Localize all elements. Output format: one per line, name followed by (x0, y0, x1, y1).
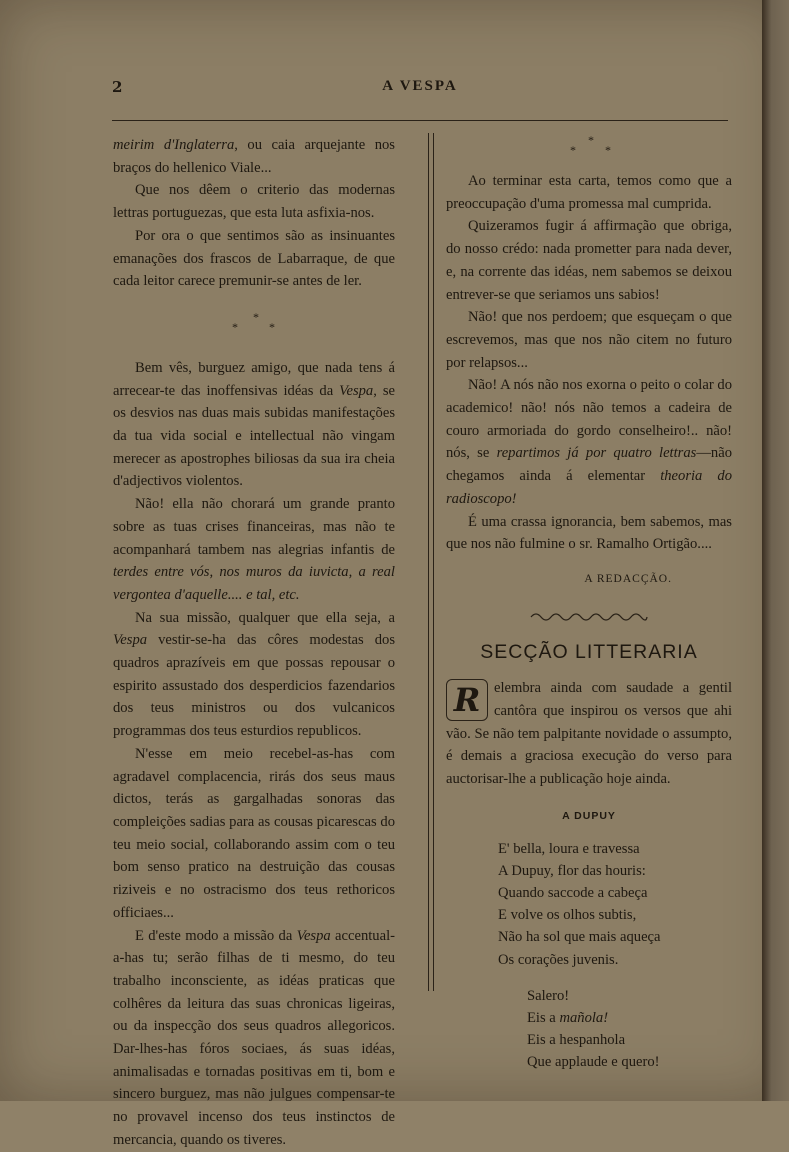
wavy-line-icon (529, 610, 649, 624)
column-divider (428, 133, 434, 991)
section-title: SECÇÃO LITTERARIA (480, 640, 698, 663)
italic-text: repartimos já por quatro lettras (496, 445, 697, 462)
text: Bem vês, burguez amigo, que nada tens á arrecear-te das inoffensivas idéas da (113, 359, 395, 399)
paragraph: Que nos dêem o criterio das modernas lettras portuguezas, que esta luta asfixia-nos. (113, 182, 395, 222)
paragraph (113, 357, 395, 493)
paragraph (113, 607, 395, 743)
paragraph (113, 493, 395, 607)
paragraph: Por ora o que sentimos são as insinuantes emanações dos frascos de Labarraque, de que cada leitor carece premunir-se antes de ler. (113, 227, 395, 290)
wavy-divider-ornament (446, 609, 732, 631)
signature: A REDACÇÃO. (584, 572, 672, 585)
verse-line: Que applaude e quero! (527, 1054, 660, 1071)
verse-line: Não ha sol que mais aqueça (498, 929, 661, 946)
dropcap-letter: R (446, 679, 488, 721)
paragraph: N'esse em meio recebel-as-has com agradavel complacencia, rirás dos seus maus dictos, terás as gargalhadas sonoras das compleições sadias para as cousas picarescas do teu meio social, collaborando assim com o teu bom senso pratico na destruição das cousas riziveis e no ostracismo dos teus rethoricos officiaes... (113, 745, 395, 921)
paragraph: É uma crassa ignorancia, bem sabemos, mas que nos não fulmine o sr. Ramalho Ortigão.... (446, 513, 732, 553)
asterisk: * (269, 319, 275, 334)
asterisk: * (588, 133, 594, 147)
section-asterisks (446, 130, 732, 170)
page-edge (762, 0, 789, 1101)
italic-text: meirim d'Inglaterra (113, 137, 235, 153)
paragraph: Ao terminar esta carta, temos como que a preoccupação d'uma promessa mal cumprida. (446, 173, 732, 212)
verse-line (527, 1007, 732, 1029)
verse-line: Os corações juvenis. (498, 951, 619, 968)
italic-text: Vespa (296, 927, 331, 944)
asterisk: * (232, 319, 238, 334)
header-rule (112, 120, 728, 121)
italic-text: Vespa (113, 632, 148, 649)
italic-text: terdes entre vós, nos muros da iuvicta, a real vergontea d'aquelle.... e tal, etc. (113, 564, 395, 603)
text: vestir-se-ha das côres modestas dos quadros aprazíveis em que possas repousar o espirito assustado dos desperdicios fazendarios dos teus ministros ou dos vulcanicos programmas dos teus esturdios republicos. (113, 632, 395, 740)
paragraph (446, 374, 732, 510)
verse-line: E' bella, loura e travessa (498, 840, 640, 857)
poem-stanza (527, 985, 732, 1074)
text: , se os desvios nas duas mais subidas manifestações da tua vida social e intellectual não vingam merecer as apostrophes biliosas da sua ira cheia d'adjectivos violentos. (113, 382, 395, 490)
italic-text: mañola! (559, 1010, 609, 1026)
text: Na sua missão, qualquer que ella seja, a (135, 609, 395, 626)
text: , ou caia arquejante nos braços do hellenico Viale... (113, 137, 395, 176)
right-column (446, 134, 732, 1074)
asterisk: * (605, 143, 611, 157)
italic-text: Vespa (339, 382, 374, 399)
text: Eis a (527, 1010, 560, 1026)
asterisk: * (570, 143, 576, 157)
text: accentual-a-has tu; serão filhas de ti mesmo, do teu trabalho inconsciente, as idéas praticas que colhêres da leitura das suas chronicas ligeiras, ou da inspecção dos seus quadros allegoricos. Dar-lhes-has fóros sociaes, ás suas idéas, animalisadas e tornadas positivas em ti, bom e sincero burguez, mas não julgues compensar-te no provavel incenso dos teus instinctos de mercancia, quando os tiveres. (113, 927, 396, 1148)
verse-line: E volve os olhos subtis, (498, 907, 637, 924)
verse-line: Salero! (527, 987, 570, 1004)
verse-line: Quando saccode a cabeça (498, 884, 648, 901)
paragraph (113, 134, 395, 179)
paragraph: Não! que nos perdoem; que esqueçam o que escrevemos, mas que nos não citem no futuro por relapsos... (446, 309, 732, 371)
text: Não! ella não chorará um grande pranto sobre as tuas crises financeiras, mas não te acompanhará tambem nas alegrias infantis de (113, 496, 395, 558)
poem-title: A DUPUY (562, 809, 616, 822)
section-asterisks (113, 293, 395, 339)
page-header (112, 78, 728, 98)
left-column (113, 134, 395, 1152)
running-title: A VESPA (382, 78, 458, 94)
asterisk: * (253, 309, 259, 324)
italic-text: theoria do radioscopo! (446, 468, 732, 507)
text: E d'este modo a missão da (135, 927, 297, 944)
paragraph: elembra ainda com saudade a gentil cantôra que inspirou os versos que ahi vão. Se não tem palpitante novidade o assumpto, é demais a graciosa execução do verso para auctorisar-lhe a publicação hoje ainda. (446, 680, 732, 788)
text: Não! A nós não nos exorna o peito o colar do academico! não! nós não temos a cadeira de couro armoriada do gordo conselheiro!.. não! nós, se (446, 377, 732, 462)
paragraph (113, 925, 395, 1152)
intro-paragraph (446, 677, 732, 791)
paragraph: Quizeramos fugir á affirmação que obriga, do nosso crédo: nada prometter para nada dever, e, na corrente das idéas, nem sabemos se deixou entrever-se que seriamos uns sabios! (446, 218, 732, 303)
page-number: 2 (112, 78, 123, 96)
poem-stanza (498, 838, 732, 971)
verse-line: Eis a hespanhola (527, 1032, 626, 1049)
verse-line: A Dupuy, flor das houris: (498, 862, 646, 879)
text: —não chegamos ainda á elementar (446, 445, 732, 485)
